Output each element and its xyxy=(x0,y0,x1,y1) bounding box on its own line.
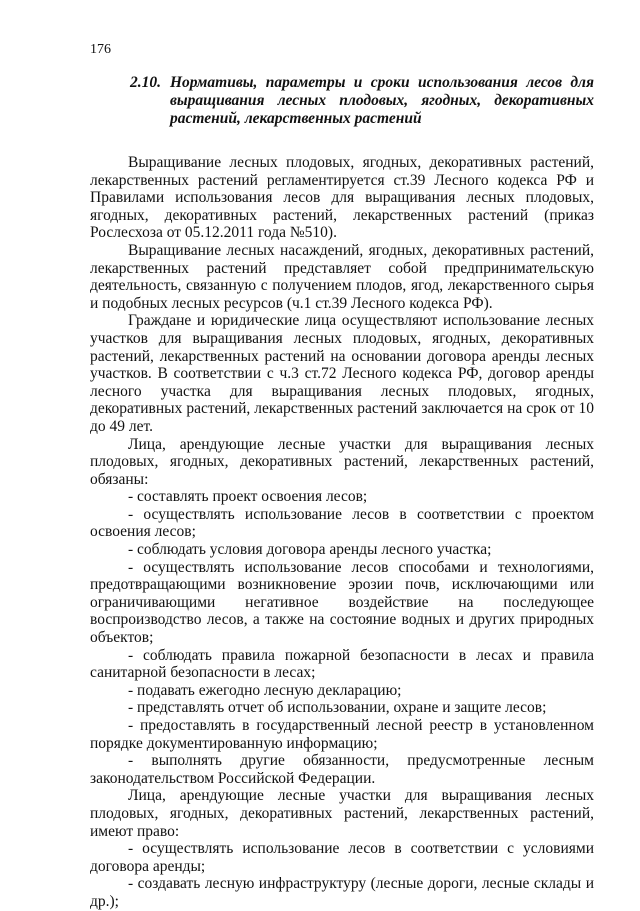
list-item: - соблюдать условия договора аренды лесного участка; xyxy=(128,541,492,559)
list-item: - подавать ежегодно лесную декларацию; xyxy=(128,681,402,699)
list-item: - осуществлять использование лесов в соответствии с условиями договора аренды; xyxy=(90,840,594,875)
list-item: - предоставлять в государственный лесной реестр в установленном порядке документированную информацию; xyxy=(90,717,594,752)
paragraph: Выращивание лесных насаждений, ягодных, декоративных растений, лекарственных растений представляет собой предпринимательскую деятельность, связанную с получением плодов, ягод, лекарственного сырья и подобных лесных ресурсов (ч.1 ст.39 Лесного кодекса РФ). xyxy=(90,241,594,312)
section-heading xyxy=(130,74,594,128)
paragraph: Выращивание лесных плодовых, ягодных, декоративных растений, лекарственных растений регламентируется ст.39 Лесного кодекса РФ и Правилами использования лесов для выращивания лесных плодовых, ягодных, декоративных растений, лекарственных растений (приказ Рослесхоза от 05.12.2011 года №510). xyxy=(90,154,594,242)
list-item: - осуществлять использование лесов способами и технологиями, предотвращающими возникновение эрозии почв, исключающими или ограничивающими негативное воздействие на последующее воспроизводство лесов, а также на состояние водных и других природных объектов; xyxy=(90,558,594,647)
list-item: - представлять отчет об использовании, охране и защите лесов; xyxy=(128,699,547,717)
list-item: - осуществлять использование лесов в соответствии с проектом освоения лесов; xyxy=(90,505,594,541)
paragraph: Граждане и юридические лица осуществляют использование лесных участков для выращивания лесных плодовых, ягодных, декоративных растений, лекарственных растений на основании договора аренды лесных участков. В соответствии с ч.3 ст.72 Лесного кодекса РФ, договор аренды лесного участка для выращивания лесных плодовых, ягодных, декоративных растений, лекарственных растений заключается на срок от 10 до 49 лет. xyxy=(90,312,594,435)
paragraph: Лица, арендующие лесные участки для выращивания лесных плодовых, ягодных, декоративных растений, лекарственных растений, имеют право: xyxy=(90,787,594,840)
section-number: 2.10. xyxy=(130,74,161,91)
paragraph: Лица, арендующие лесные участки для выращивания лесных плодовых, ягодных, декоративных растений, лекарственных растений, обязаны: xyxy=(90,435,594,488)
list-item: - составлять проект освоения лесов; xyxy=(128,488,368,506)
list-item: - создавать лесную инфраструктуру (лесные дороги, лесные склады и др.); xyxy=(90,875,594,910)
list-item: - соблюдать правила пожарной безопасности в лесах и правила санитарной безопасности в лесах; xyxy=(90,646,594,682)
page-number: 176 xyxy=(90,42,111,57)
document-body xyxy=(90,154,594,911)
list-item: - выполнять другие обязанности, предусмотренные лесным законодательством Российской Федерации. xyxy=(90,752,594,787)
section-title: Нормативы, параметры и сроки использования лесов для выращивания лесных плодовых, ягодных, декоративных растений, лекарственных растений xyxy=(170,74,594,127)
